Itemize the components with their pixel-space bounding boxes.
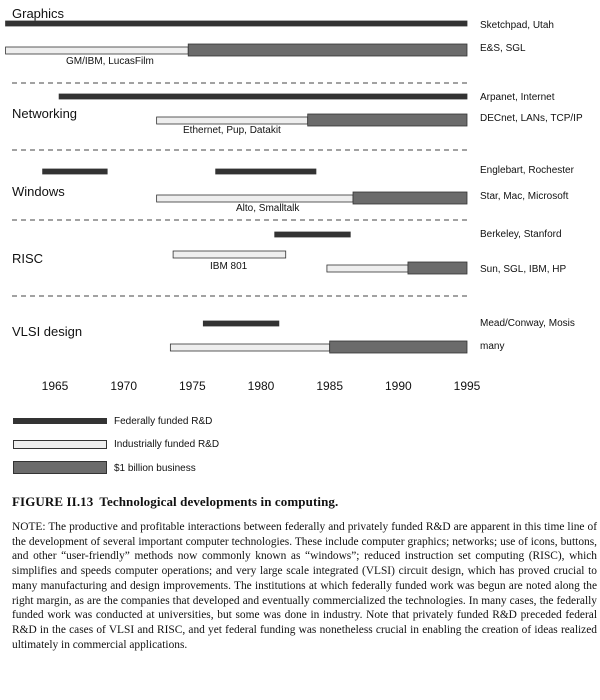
figure-number: FIGURE II.13 <box>12 494 94 509</box>
industrial-label-windows: Alto, Smalltalk <box>236 203 300 214</box>
company-label-windows: Star, Mac, Microsoft <box>480 191 569 202</box>
industrial-bar-risc-1 <box>327 265 408 272</box>
federal-bar-windows-0 <box>43 169 108 174</box>
legend-label-billion: $1 billion business <box>114 463 196 474</box>
x-tick-1990: 1990 <box>384 379 412 393</box>
federal-bar-graphics-0 <box>6 21 467 26</box>
legend-swatch-industrial <box>13 440 107 449</box>
group-label-graphics: Graphics <box>12 6 65 21</box>
federal-bar-risc-0 <box>275 232 351 237</box>
x-tick-1985: 1985 <box>316 379 344 393</box>
federal-note-windows: Englebart, Rochester <box>480 165 574 176</box>
figure-caption <box>12 494 597 652</box>
billion-bar-vlsi-design <box>330 341 467 353</box>
company-label-vlsi-design: many <box>480 341 505 352</box>
group-label-vlsi-design: VLSI design <box>12 324 83 339</box>
industrial-label-graphics: GM/IBM, LucasFilm <box>66 56 154 67</box>
industrial-bar-vlsi-design-0 <box>170 344 329 351</box>
group-label-networking: Networking <box>12 106 78 121</box>
federal-note-graphics: Sketchpad, Utah <box>480 20 554 31</box>
company-label-graphics: E&S, SGL <box>480 43 526 54</box>
federal-note-vlsi-design: Mead/Conway, Mosis <box>480 318 575 329</box>
x-tick-1975: 1975 <box>178 379 206 393</box>
industrial-bar-networking-0 <box>157 117 308 124</box>
figure-title <box>12 494 597 510</box>
legend-label-federal: Federally funded R&D <box>114 416 213 427</box>
federal-bar-vlsi-design-0 <box>203 321 279 326</box>
x-tick-1970: 1970 <box>110 379 138 393</box>
x-tick-1995: 1995 <box>453 379 481 393</box>
x-tick-1965: 1965 <box>41 379 69 393</box>
billion-bar-risc <box>408 262 467 274</box>
company-label-networking: DECnet, LANs, TCP/IP <box>480 113 583 124</box>
legend-label-industrial: Industrially funded R&D <box>114 439 220 450</box>
industrial-label-networking: Ethernet, Pup, Datakit <box>183 125 281 136</box>
industrial-label-risc: IBM 801 <box>210 261 248 272</box>
billion-bar-networking <box>308 114 467 126</box>
group-label-windows: Windows <box>12 184 65 199</box>
federal-note-networking: Arpanet, Internet <box>480 92 555 103</box>
legend-swatch-billion <box>13 461 107 474</box>
federal-note-risc: Berkeley, Stanford <box>480 229 562 240</box>
figure-title-text: Technological developments in computing. <box>99 494 339 509</box>
federal-bar-windows-1 <box>216 169 316 174</box>
federal-bar-networking-0 <box>59 94 467 99</box>
figure-note: NOTE: The productive and profitable interactions between federally and privately funded R&D are apparent in this time line of the development of several important computer technologies. These include computer graphics; networks; use of icons, buttons, and other “user-friendly” methods now commonly known as “windows”; reduced instruction set computing (RISC), which simplifies and speeds computer operations; and very large scale integrated (VLSI) circuit design, which has proved crucial to many manufacturing and design improvements. The institutions at which federally funded work was begun are noted along the right margin, as are the companies that developed and eventually commercialized the technologies. In many cases, the federally funded work was conducted at universities, but some was done in industry. Note that privately funded R&D preceded federal R&D in the cases of VLSI and RISC, and yet federal funding was nonetheless crucial in enabling the creation of ideas realized ultimately in commercial applications. <box>12 521 597 651</box>
industrial-bar-risc-0 <box>173 251 286 258</box>
billion-bar-graphics <box>188 44 467 56</box>
x-tick-1980: 1980 <box>247 379 275 393</box>
industrial-bar-windows-0 <box>157 195 353 202</box>
company-label-risc: Sun, SGL, IBM, HP <box>480 264 567 275</box>
legend-swatch-federal <box>13 418 107 424</box>
industrial-bar-graphics-0 <box>6 47 189 54</box>
group-label-risc: RISC <box>12 251 44 266</box>
billion-bar-windows <box>353 192 467 204</box>
